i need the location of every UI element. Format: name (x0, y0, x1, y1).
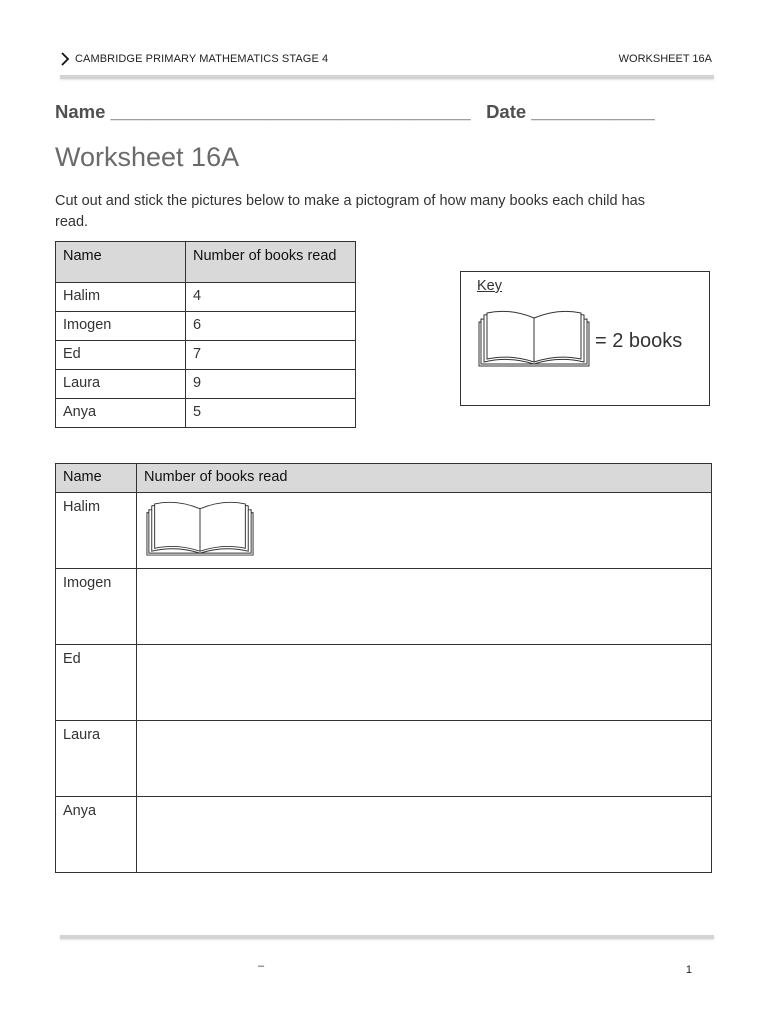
key-equals-text: = 2 books (595, 330, 683, 352)
page-number: 1 (685, 964, 692, 976)
cell-name: Halim (56, 493, 137, 569)
cell-name: Laura (56, 721, 137, 797)
key-box (460, 271, 710, 406)
chevron-right-icon (58, 51, 72, 67)
cell-name: Anya (56, 399, 186, 428)
table-row (56, 721, 712, 797)
column-header-books: Number of books read (137, 464, 712, 493)
cell-count: 4 (186, 283, 356, 312)
table-row (56, 569, 712, 645)
cell-count: 5 (186, 399, 356, 428)
cell-name: Halim (56, 283, 186, 312)
instructions-text: Cut out and stick the pictures below to make a pictogram of how many books each child has read. (55, 193, 645, 230)
table-row (56, 312, 356, 341)
cell-name: Laura (56, 370, 186, 399)
footer-divider (60, 935, 714, 939)
column-header-name: Name (56, 464, 137, 493)
table-row (56, 341, 356, 370)
cell-count: 7 (186, 341, 356, 370)
table-row (56, 493, 712, 569)
footer-mark: – (258, 960, 265, 972)
pictogram-cell[interactable] (137, 493, 712, 569)
open-book-icon (145, 501, 255, 557)
header-divider (60, 75, 714, 79)
books-data-table (55, 241, 356, 428)
table-header-row (56, 242, 356, 283)
key-label: Key (477, 278, 502, 294)
page-title: Worksheet 16A (55, 142, 240, 172)
pictogram-cell[interactable] (137, 797, 712, 873)
cell-name: Anya (56, 797, 137, 873)
table-row (56, 283, 356, 312)
table-row (56, 797, 712, 873)
cell-count: 9 (186, 370, 356, 399)
pictogram-cell[interactable] (137, 569, 712, 645)
pictogram-cell[interactable] (137, 721, 712, 797)
header-series-title: CAMBRIDGE PRIMARY MATHEMATICS STAGE 4 (75, 53, 329, 65)
table-row (56, 370, 356, 399)
cell-count: 6 (186, 312, 356, 341)
cell-name: Imogen (56, 569, 137, 645)
table-header-row (56, 464, 712, 493)
name-date-line (55, 101, 655, 123)
cell-name: Imogen (56, 312, 186, 341)
pictogram-table (55, 463, 712, 873)
column-header-books: Number of books read (186, 242, 356, 283)
column-header-name: Name (56, 242, 186, 283)
cell-name: Ed (56, 645, 137, 721)
table-row (56, 399, 356, 428)
header-worksheet-label: WORKSHEET 16A (618, 53, 712, 65)
name-field[interactable]: Name ___________________________________ (55, 101, 471, 122)
open-book-icon (477, 310, 591, 368)
date-field[interactable]: Date ____________ (486, 101, 655, 122)
cell-name: Ed (56, 341, 186, 370)
table-row (56, 645, 712, 721)
pictogram-cell[interactable] (137, 645, 712, 721)
